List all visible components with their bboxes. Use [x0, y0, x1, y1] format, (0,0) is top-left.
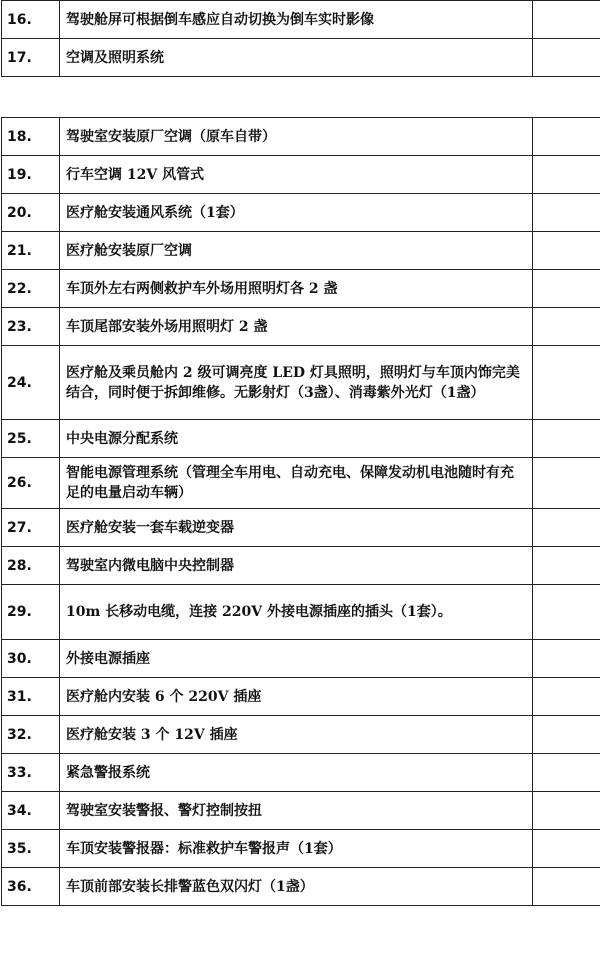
- item-extra-cell: [533, 420, 600, 458]
- item-number: 27.: [2, 509, 60, 547]
- item-number: 21.: [2, 232, 60, 270]
- item-number: 26.: [2, 458, 60, 509]
- table-row: [2, 232, 600, 270]
- item-number: 19.: [2, 156, 60, 194]
- item-extra-cell: [533, 868, 600, 906]
- table-row: [2, 509, 600, 547]
- item-number: 29.: [2, 585, 60, 640]
- item-extra-cell: [533, 716, 600, 754]
- item-number: 17.: [2, 39, 60, 77]
- item-extra-cell: [533, 830, 600, 868]
- item-description: 医疗舱内安装 6 个 220V 插座: [60, 678, 533, 716]
- item-extra-cell: [533, 678, 600, 716]
- item-extra-cell: [533, 270, 600, 308]
- item-description: 智能电源管理系统（管理全车用电、自动充电、保障发动机电池随时有充足的电量启动车辆）: [60, 458, 533, 509]
- item-description: 10m 长移动电缆，连接 220V 外接电源插座的插头（1套）。: [60, 585, 533, 640]
- item-description: 医疗舱及乘员舱内 2 级可调亮度 LED 灯具照明，照明灯与车顶内饰完美结合，同时便于拆卸维修。无影射灯（3盏）、消毒紫外光灯（1盏）: [60, 346, 533, 420]
- table-row: [2, 585, 600, 640]
- table-row: [2, 39, 600, 77]
- item-number: 18.: [2, 118, 60, 156]
- item-number: 16.: [2, 1, 60, 39]
- item-extra-cell: [533, 39, 600, 77]
- table-row: [2, 156, 600, 194]
- table-row: [2, 1, 600, 39]
- table-row: [2, 678, 600, 716]
- item-description: 驾驶室内微电脑中央控制器: [60, 547, 533, 585]
- item-number: 23.: [2, 308, 60, 346]
- item-description: 中央电源分配系统: [60, 420, 533, 458]
- item-number: 34.: [2, 792, 60, 830]
- item-number: 32.: [2, 716, 60, 754]
- table-row: [2, 868, 600, 906]
- item-extra-cell: [533, 308, 600, 346]
- item-description: 车顶外左右两侧救护车外场用照明灯各 2 盏: [60, 270, 533, 308]
- table-row: [2, 640, 600, 678]
- item-description: 紧急警报系统: [60, 754, 533, 792]
- table-row: [2, 346, 600, 420]
- table-row: [2, 830, 600, 868]
- item-number: 31.: [2, 678, 60, 716]
- item-extra-cell: [533, 232, 600, 270]
- item-description: 医疗舱安装通风系统（1套）: [60, 194, 533, 232]
- item-extra-cell: [533, 792, 600, 830]
- item-extra-cell: [533, 194, 600, 232]
- item-number: 30.: [2, 640, 60, 678]
- item-number: 22.: [2, 270, 60, 308]
- item-extra-cell: [533, 585, 600, 640]
- table-row: [2, 194, 600, 232]
- item-extra-cell: [533, 156, 600, 194]
- item-number: 36.: [2, 868, 60, 906]
- table-row: [2, 270, 600, 308]
- item-description: 医疗舱安装原厂空调: [60, 232, 533, 270]
- item-description: 驾驶室安装警报、警灯控制按扭: [60, 792, 533, 830]
- item-extra-cell: [533, 754, 600, 792]
- table-row: [2, 547, 600, 585]
- table-row: [2, 118, 600, 156]
- table-row: [2, 420, 600, 458]
- table-row: [2, 716, 600, 754]
- item-number: 35.: [2, 830, 60, 868]
- item-number: 25.: [2, 420, 60, 458]
- item-extra-cell: [533, 640, 600, 678]
- item-extra-cell: [533, 547, 600, 585]
- item-number: 24.: [2, 346, 60, 420]
- table-row: [2, 308, 600, 346]
- item-description: 驾驶舱屏可根据倒车感应自动切换为倒车实时影像: [60, 1, 533, 39]
- item-extra-cell: [533, 1, 600, 39]
- item-extra-cell: [533, 509, 600, 547]
- table-row: [2, 458, 600, 509]
- item-description: 车顶安装警报器：标准救护车警报声（1套）: [60, 830, 533, 868]
- item-number: 33.: [2, 754, 60, 792]
- item-extra-cell: [533, 118, 600, 156]
- table-row: [2, 792, 600, 830]
- item-description: 医疗舱安装一套车载逆变器: [60, 509, 533, 547]
- item-description: 医疗舱安装 3 个 12V 插座: [60, 716, 533, 754]
- item-description: 车顶前部安装长排警蓝色双闪灯（1盏）: [60, 868, 533, 906]
- item-number: 20.: [2, 194, 60, 232]
- item-description: 驾驶室安装原厂空调（原车自带）: [60, 118, 533, 156]
- item-description: 空调及照明系统: [60, 39, 533, 77]
- item-description: 行车空调 12V 风管式: [60, 156, 533, 194]
- item-number: 28.: [2, 547, 60, 585]
- spec-table-bottom: [1, 117, 600, 906]
- spec-table-top: [1, 0, 600, 77]
- item-extra-cell: [533, 346, 600, 420]
- item-extra-cell: [533, 458, 600, 509]
- item-description: 车顶尾部安装外场用照明灯 2 盏: [60, 308, 533, 346]
- table-row: [2, 754, 600, 792]
- item-description: 外接电源插座: [60, 640, 533, 678]
